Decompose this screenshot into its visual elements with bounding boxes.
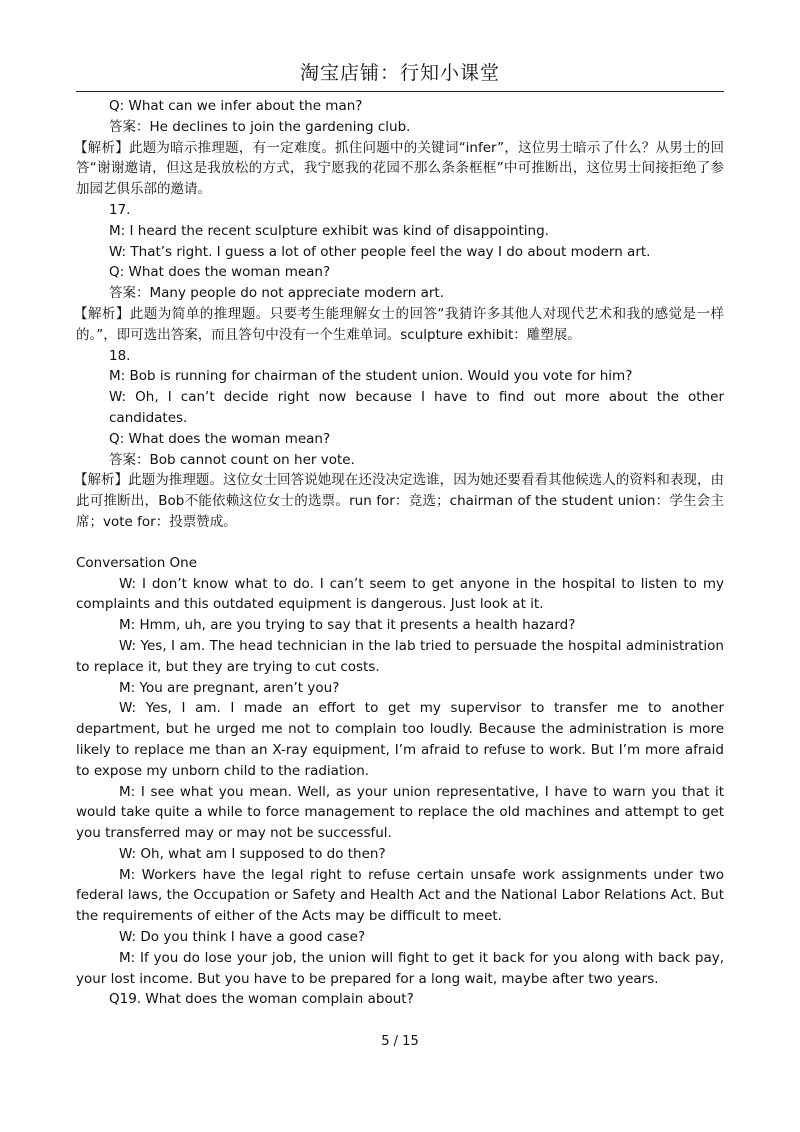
document-body (76, 96, 724, 1010)
conversation-title: Conversation One (76, 554, 198, 571)
answer-18: 答案：Bob cannot count on her vote. (109, 451, 355, 468)
question-17: Q: What does the woman mean? (109, 264, 331, 281)
analysis-18: 【解析】此题为推理题。这位女士回答说她现在还没决定选谁，因为她还要看看其他候选人的资料和表现，由此可推断出，Bob不能依赖这位女士的选票。run for：竞选；chairman of the student union：学生会主席；vote for：投票赞成。 (74, 472, 724, 530)
question-18: Q: What does the woman mean? (109, 430, 331, 447)
conversation-line: M: Hmm, uh, are you trying to say that it presents a health hazard? (119, 617, 576, 634)
conversation-line: W: Do you think I have a good case? (119, 929, 366, 946)
item-number-18: 18. (109, 347, 131, 364)
page-header-title: 淘宝店铺：行知小课堂 (76, 58, 724, 92)
dialogue-line-m-18: M: Bob is running for chairman of the student union. Would you vote for him? (109, 368, 633, 385)
section-spacer (76, 533, 724, 553)
conversation-line: M: I see what you mean. Well, as your union representative, I have to warn you that it would take quite a while to force management to replace the old machines and attempt to get you transferred may or may not be successful. (76, 783, 724, 842)
dialogue-line-w-17: W: That’s right. I guess a lot of other people feel the way I do about modern art. (109, 243, 651, 260)
dialogue-line-w-18: W: Oh, I can’t decide right now because I have to find out more about the other candidates. (109, 389, 724, 426)
page-number: 5 / 15 (381, 1034, 419, 1049)
conversation-line: M: You are pregnant, aren’t you? (119, 679, 340, 696)
analysis-17: 【解析】此题为简单的推理题。只要考生能理解女士的回答“我猜许多其他人对现代艺术和我的感觉是一样的。”，即可选出答案，而且答句中没有一个生难单词。sculpture exhibit：雕塑展。 (74, 305, 724, 343)
answer-16: 答案：He declines to join the gardening club. (109, 118, 411, 135)
analysis-16: 【解析】此题为暗示推理题，有一定难度。抓住问题中的关键词“infer”，这位男士暗示了什么？从男士的回答“谢谢邀请，但这是我放松的方式，我宁愿我的花园不那么条条框框”中可推断出，这位男士间接拒绝了参加园艺俱乐部的邀请。 (74, 139, 724, 198)
conversation-line: W: Yes, I am. I made an effort to get my supervisor to transfer me to another department, but he urged me not to complain too loudly. Because the administration is more likely to replace me than an X-ray equipment, I’m afraid to refuse to work. But I’m more afraid to expose my unborn child to the radiation. (76, 700, 724, 779)
question-16: Q: What can we infer about the man? (109, 98, 363, 114)
dialogue-line-m-17: M: I heard the recent sculpture exhibit was kind of disappointing. (109, 222, 549, 239)
item-number-17: 17. (109, 201, 131, 218)
question-19: Q19. What does the woman complain about? (109, 991, 414, 1008)
answer-17: 答案：Many people do not appreciate modern art. (109, 285, 444, 302)
conversation-line: W: Yes, I am. The head technician in the lab tried to persuade the hospital administration to replace it, but they are trying to cut costs. (76, 637, 724, 675)
conversation-line: M: If you do lose your job, the union will fight to get it back for you along with back pay, your lost income. But you have to be prepared for a long wait, maybe after two years. (76, 949, 724, 987)
conversation-line: W: Oh, what am I supposed to do then? (119, 845, 386, 862)
conversation-line: W: I don’t know what to do. I can’t seem to get anyone in the hospital to listen to my complaints and this outdated equipment is dangerous. Just look at it. (76, 575, 724, 613)
conversation-line: M: Workers have the legal right to refuse certain unsafe work assignments under two federal laws, the Occupation or Safety and Health Act and the National Labor Relations Act. But the requirements of either of the Acts may be difficult to meet. (76, 866, 724, 925)
